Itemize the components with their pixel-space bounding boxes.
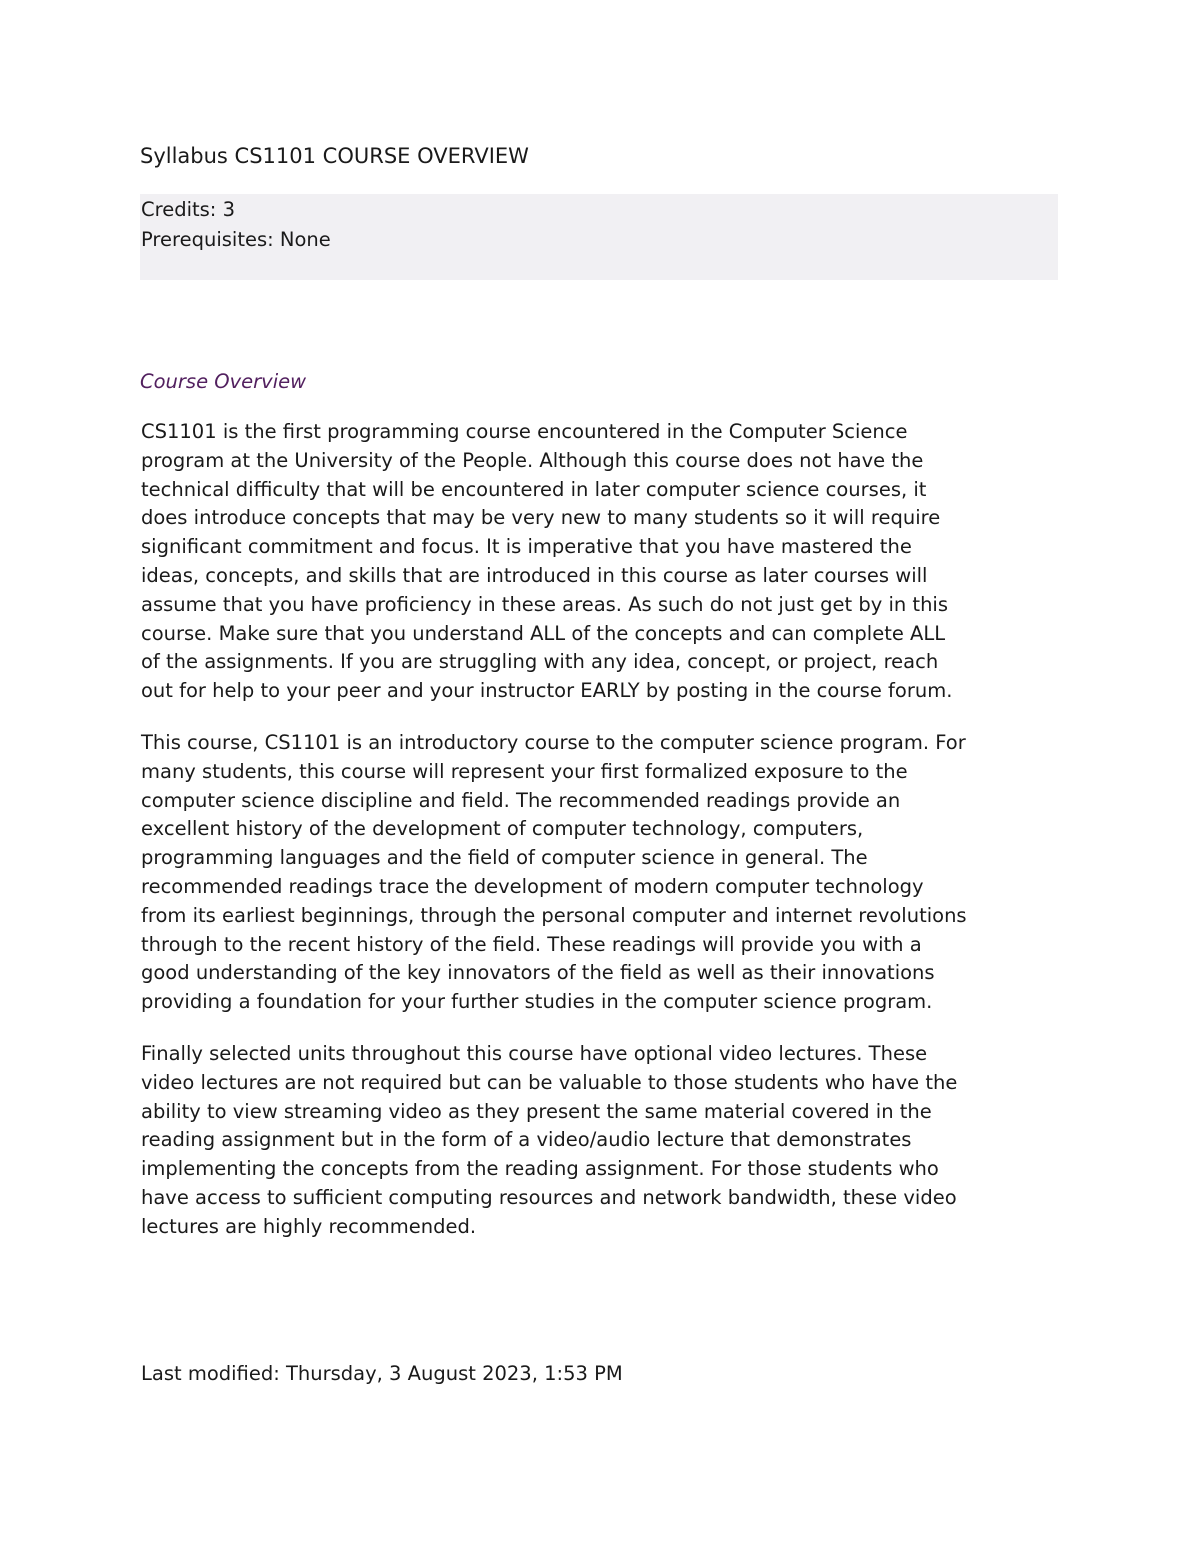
paragraph-video-lectures [141, 1040, 1061, 1242]
document-title: Syllabus CS1101 COURSE OVERVIEW [140, 144, 529, 168]
paragraph-line: ideas, concepts, and skills that are introduced in this course as later courses will [141, 563, 928, 587]
paragraph-line: This course, CS1101 is an introductory course to the computer science program. For [141, 730, 966, 754]
paragraph-line: excellent history of the development of computer technology, computers, [141, 817, 864, 841]
paragraph-line: many students, this course will represent your first formalized exposure to the [141, 759, 908, 783]
paragraph-line: does introduce concepts that may be very new to many students so it will require [141, 506, 941, 530]
credits-text: Credits: 3 [141, 198, 235, 221]
course-info-box [140, 194, 1058, 280]
paragraph-line: video lectures are not required but can be valuable to those students who have the [141, 1070, 958, 1094]
paragraph-line: computer science discipline and field. The recommended readings provide an [141, 788, 901, 812]
overview-body [141, 418, 1061, 1265]
paragraph-line: out for help to your peer and your instructor EARLY by posting in the course forum. [141, 679, 953, 703]
paragraph-line: reading assignment but in the form of a video/audio lecture that demonstrates [141, 1128, 912, 1152]
paragraph-line: good understanding of the key innovators of the field as well as their innovations [141, 961, 935, 985]
paragraph-line: implementing the concepts from the reading assignment. For those students who [141, 1157, 939, 1181]
last-modified-text: Last modified: Thursday, 3 August 2023, 1:53 PM [141, 1362, 623, 1385]
paragraph-line: have access to sufficient computing resources and network bandwidth, these video [141, 1185, 957, 1209]
paragraph-line: lectures are highly recommended. [141, 1214, 477, 1238]
paragraph-readings [141, 729, 1061, 1017]
paragraph-line: program at the University of the People. Although this course does not have the [141, 448, 924, 472]
section-heading: Course Overview [140, 370, 307, 393]
paragraph-line: Finally selected units throughout this course have optional video lectures. These [141, 1041, 928, 1065]
paragraph-line: ability to view streaming video as they present the same material covered in the [141, 1099, 932, 1123]
paragraph-line: of the assignments. If you are struggling with any idea, concept, or project, reach [141, 650, 939, 674]
paragraph-line: significant commitment and focus. It is imperative that you have mastered the [141, 535, 912, 559]
paragraph-line: assume that you have proficiency in these areas. As such do not just get by in this [141, 592, 949, 616]
paragraph-intro [141, 418, 1061, 706]
paragraph-line: CS1101 is the first programming course encountered in the Computer Science [141, 420, 908, 443]
paragraph-line: from its earliest beginnings, through the personal computer and internet revolutions [141, 903, 967, 927]
prerequisites-text: Prerequisites: None [141, 227, 331, 251]
paragraph-line: technical difficulty that will be encountered in later computer science courses, it [141, 477, 927, 501]
paragraph-line: course. Make sure that you understand ALL of the concepts and can complete ALL [141, 621, 946, 645]
paragraph-line: programming languages and the field of computer science in general. The [141, 846, 868, 870]
paragraph-line: through to the recent history of the field. These readings will provide you with a [141, 932, 922, 956]
paragraph-line: recommended readings trace the development of modern computer technology [141, 874, 924, 898]
paragraph-line: providing a foundation for your further studies in the computer science program. [141, 990, 933, 1014]
